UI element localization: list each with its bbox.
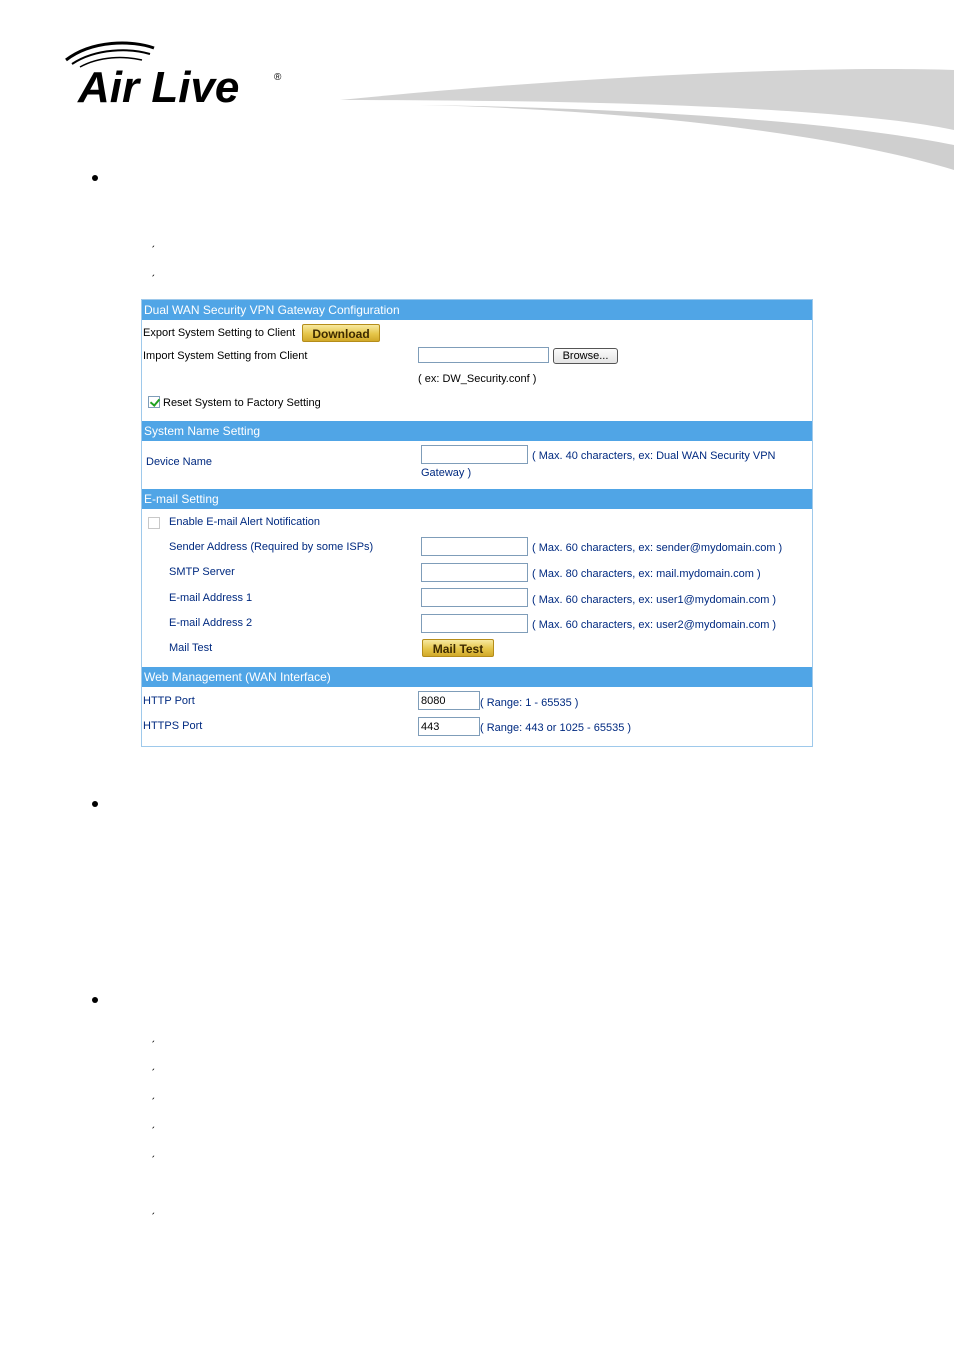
https-port-hint: ( Range: 443 or 1025 - 65535 ) bbox=[480, 722, 632, 734]
import-file-input[interactable] bbox=[418, 347, 549, 363]
header-swoosh-decoration bbox=[340, 60, 954, 180]
bullet-3 bbox=[92, 997, 98, 1003]
sub-bullet-2: ˏ bbox=[151, 263, 155, 277]
enable-email-alert-checkbox[interactable] bbox=[148, 517, 160, 529]
smtp-server-label: SMTP Server bbox=[169, 566, 235, 578]
import-hint: ( ex: DW_Security.conf ) bbox=[418, 373, 537, 385]
download-button[interactable]: Download bbox=[302, 324, 380, 342]
logo-text: Air Live bbox=[78, 63, 240, 110]
email-address-1-hint: ( Max. 60 characters, ex: user1@mydomain.com ) bbox=[532, 594, 777, 606]
sender-address-label: Sender Address (Required by some ISPs) bbox=[169, 541, 374, 553]
export-setting-label: Export System Setting to Client bbox=[143, 327, 296, 339]
mail-test-button[interactable]: Mail Test bbox=[422, 639, 494, 657]
https-port-label: HTTPS Port bbox=[143, 720, 203, 732]
http-port-hint: ( Range: 1 - 65535 ) bbox=[480, 697, 579, 709]
https-port-input[interactable] bbox=[418, 717, 480, 736]
reset-factory-checkbox[interactable] bbox=[148, 396, 160, 408]
http-port-input[interactable] bbox=[418, 691, 480, 710]
device-name-label: Device Name bbox=[146, 456, 213, 468]
email-address-2-label: E-mail Address 2 bbox=[169, 617, 253, 629]
device-name-hint-2: Gateway ) bbox=[421, 467, 472, 479]
device-name-input[interactable] bbox=[421, 445, 528, 464]
http-port-label: HTTP Port bbox=[143, 695, 195, 707]
sub-bullet-5: ˏ bbox=[151, 1086, 155, 1100]
sender-address-hint: ( Max. 60 characters, ex: sender@mydomain.com ) bbox=[532, 542, 783, 554]
web-management-section-header: Web Management (WAN Interface) bbox=[142, 667, 812, 687]
device-name-hint-1: ( Max. 40 characters, ex: Dual WAN Security VPN bbox=[532, 450, 776, 462]
sub-bullet-3: ˏ bbox=[151, 1029, 155, 1043]
sub-bullet-8: ˏ bbox=[151, 1201, 155, 1215]
airlive-logo bbox=[62, 40, 292, 110]
sub-bullet-4: ˏ bbox=[151, 1057, 155, 1071]
smtp-server-hint: ( Max. 80 characters, ex: mail.mydomain.com ) bbox=[532, 568, 761, 580]
email-address-2-hint: ( Max. 60 characters, ex: user2@mydomain.com ) bbox=[532, 619, 777, 631]
sub-bullet-6: ˏ bbox=[151, 1115, 155, 1129]
bullet-2 bbox=[92, 801, 98, 807]
configuration-panel bbox=[141, 299, 813, 747]
enable-email-alert-label: Enable E-mail Alert Notification bbox=[169, 516, 321, 528]
sub-bullet-1: ˏ bbox=[151, 234, 155, 248]
smtp-server-input[interactable] bbox=[421, 563, 528, 582]
browse-button[interactable]: Browse... bbox=[553, 348, 618, 364]
sender-address-input[interactable] bbox=[421, 537, 528, 556]
reset-factory-label: Reset System to Factory Setting bbox=[163, 397, 321, 409]
email-address-2-input[interactable] bbox=[421, 614, 528, 633]
email-address-1-input[interactable] bbox=[421, 588, 528, 607]
system-name-section-header: System Name Setting bbox=[142, 421, 812, 441]
email-section-header: E-mail Setting bbox=[142, 489, 812, 509]
email-address-1-label: E-mail Address 1 bbox=[169, 592, 253, 604]
registered-mark: ® bbox=[274, 72, 282, 83]
import-setting-label: Import System Setting from Client bbox=[143, 350, 308, 362]
mail-test-label: Mail Test bbox=[169, 642, 213, 654]
bullet-1 bbox=[92, 175, 98, 181]
config-section-header: Dual WAN Security VPN Gateway Configuration bbox=[142, 300, 812, 320]
sub-bullet-7: ˏ bbox=[151, 1144, 155, 1158]
